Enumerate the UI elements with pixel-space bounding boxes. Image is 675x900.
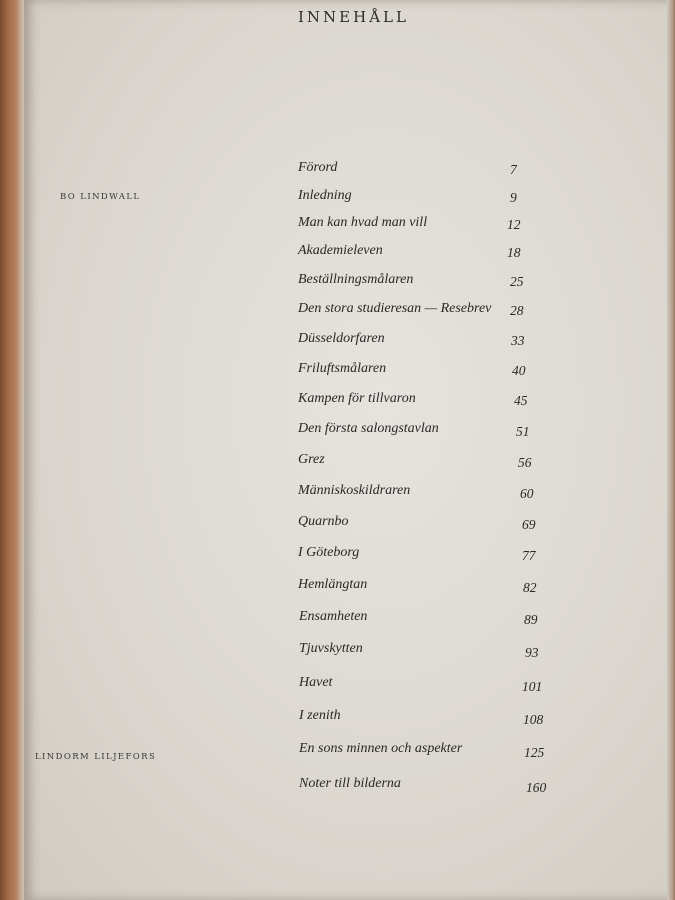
toc-entry-page: 25 bbox=[510, 274, 524, 289]
toc-entry-page: 56 bbox=[518, 455, 532, 470]
toc-entry-page: 28 bbox=[510, 303, 524, 318]
toc-entry-title: Friluftsmålaren bbox=[298, 361, 387, 376]
toc-entry-page: 125 bbox=[524, 745, 545, 760]
author-name: LINDORM LILJEFORS bbox=[35, 752, 157, 762]
toc-entry-title: Akademieleven bbox=[298, 243, 383, 258]
toc-entry-page: 108 bbox=[523, 712, 544, 727]
toc-entry-title: I Göteborg bbox=[298, 545, 360, 560]
toc-entry-title: Havet bbox=[299, 675, 333, 690]
toc-entry-title: Den första salongstavlan bbox=[298, 421, 439, 436]
toc-entry-page: 45 bbox=[514, 393, 528, 408]
toc-entry-title: Kampen för tillvaron bbox=[298, 391, 416, 406]
toc-entry-title: Förord bbox=[298, 160, 338, 175]
toc-entry-title: Tjuvskytten bbox=[299, 641, 363, 656]
toc-entry-page: 89 bbox=[524, 612, 538, 627]
toc-entry-title: Hemlängtan bbox=[298, 577, 368, 592]
toc-entry-title: Quarnbo bbox=[298, 514, 349, 529]
toc-entry-title: Düsseldorfaren bbox=[298, 331, 385, 346]
toc-entry-title: Noter till bilderna bbox=[299, 776, 401, 791]
page-edge bbox=[667, 0, 675, 900]
toc-entry-title: Ensamheten bbox=[299, 609, 368, 624]
toc-entry-page: 12 bbox=[507, 217, 521, 232]
toc-entry-page: 82 bbox=[523, 580, 537, 595]
toc-entry-page: 51 bbox=[516, 424, 530, 439]
toc-entry-page: 18 bbox=[507, 245, 521, 260]
toc-entry-title: Man kan hvad man vill bbox=[298, 215, 428, 230]
toc-entry-page: 60 bbox=[520, 486, 534, 501]
toc-entry-page: 7 bbox=[510, 162, 517, 177]
toc-entry-title: Den stora studieresan — Resebrev bbox=[298, 301, 492, 316]
toc-entry-title: Grez bbox=[298, 452, 325, 467]
toc-entry-page: 40 bbox=[512, 363, 526, 378]
toc-entry-page: 9 bbox=[510, 190, 517, 205]
toc-entry-title: En sons minnen och aspekter bbox=[299, 741, 463, 756]
toc-entry-title: Människoskildraren bbox=[298, 483, 411, 498]
toc-entry-page: 101 bbox=[522, 679, 543, 694]
toc-entry-title: Inledning bbox=[298, 188, 352, 203]
toc-entry-page: 160 bbox=[526, 780, 547, 795]
toc-entry-page: 33 bbox=[511, 333, 525, 348]
toc-entry-page: 93 bbox=[525, 645, 539, 660]
author-name: BO LINDWALL bbox=[60, 192, 141, 202]
toc-entry-page: 69 bbox=[522, 517, 536, 532]
toc-entry-title: I zenith bbox=[299, 708, 341, 723]
toc-entry-page: 77 bbox=[522, 548, 536, 563]
page-title: INNEHÅLL bbox=[298, 8, 409, 26]
toc-entry-title: Beställningsmålaren bbox=[298, 272, 414, 287]
book-page bbox=[24, 0, 675, 900]
